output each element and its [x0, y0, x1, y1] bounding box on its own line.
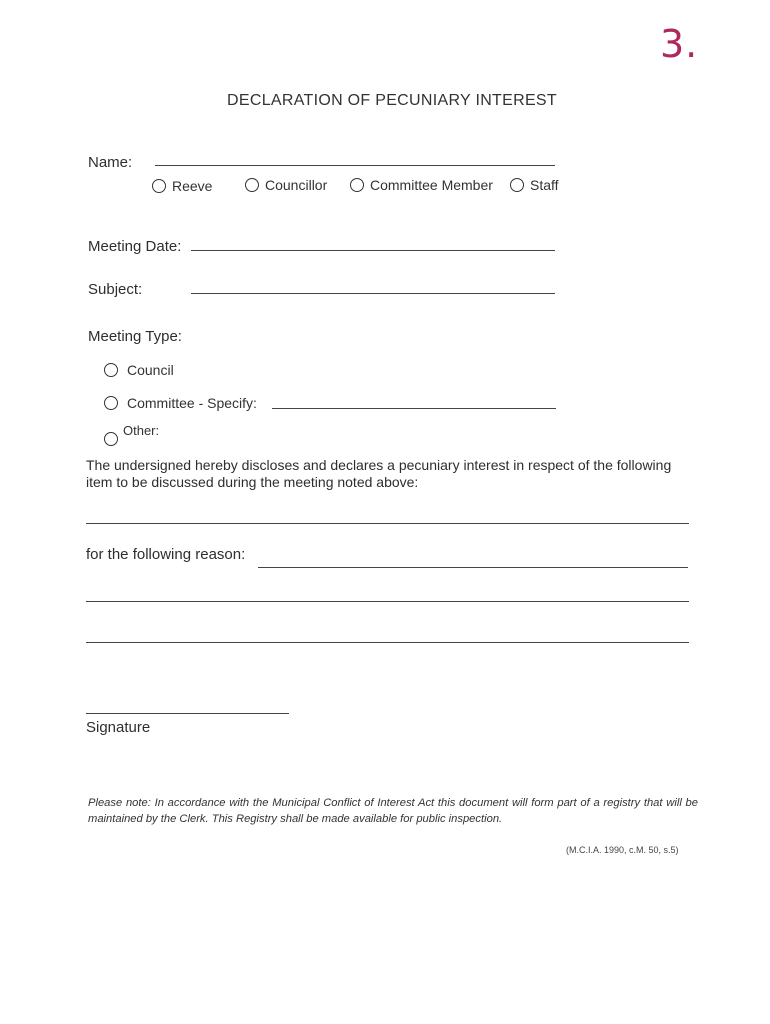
reason-label: for the following reason: [86, 546, 246, 563]
name-field[interactable] [155, 165, 555, 166]
role-option-committee-member[interactable] [350, 177, 493, 193]
meeting-type-label: Meeting Type: [88, 328, 182, 345]
other-label: Other: [123, 423, 160, 438]
signature-label: Signature [86, 719, 151, 736]
meeting-type-council[interactable] [104, 362, 174, 378]
reason-field-3[interactable] [86, 642, 689, 643]
form-title: DECLARATION OF PECUNIARY INTEREST [227, 92, 557, 109]
role-option-reeve[interactable] [152, 178, 212, 194]
page-number: 3. [660, 22, 699, 66]
committee-radio[interactable] [104, 396, 118, 410]
meeting-date-field[interactable] [191, 250, 555, 251]
reason-field-2[interactable] [86, 601, 689, 602]
name-label: Name: [88, 154, 133, 171]
council-radio[interactable] [104, 363, 118, 377]
item-field[interactable] [86, 523, 689, 524]
role-option-staff[interactable] [510, 177, 559, 193]
committee-specify-field[interactable] [272, 408, 556, 409]
staff-radio[interactable] [510, 178, 524, 192]
reeve-label: Reeve [172, 178, 213, 194]
councillor-radio[interactable] [245, 178, 259, 192]
committee-member-radio[interactable] [350, 178, 364, 192]
subject-field[interactable] [191, 293, 555, 294]
other-radio[interactable] [104, 432, 118, 446]
staff-label: Staff [530, 177, 559, 193]
committee-member-label: Committee Member [370, 177, 493, 193]
signature-field[interactable] [86, 713, 289, 714]
role-option-councillor[interactable] [245, 177, 327, 193]
council-label: Council [127, 362, 174, 378]
reeve-radio[interactable] [152, 179, 166, 193]
reason-field-1[interactable] [258, 567, 688, 568]
subject-label: Subject: [88, 281, 143, 298]
declaration-text: The undersigned hereby discloses and declares a pecuniary interest in respect of the following item to be discussed during the meeting noted above: [86, 457, 672, 490]
committee-label: Committee - Specify: [127, 395, 257, 411]
legal-citation: (M.C.I.A. 1990, c.M. 50, s.5) [566, 845, 679, 855]
councillor-label: Councillor [265, 177, 328, 193]
meeting-type-committee[interactable] [104, 395, 257, 411]
inspection-note: Please note: In accordance with the Municipal Conflict of Interest Act this document will form part of a registry that will be maintained by the Clerk. This Registry shall be made available for public inspection. [88, 797, 698, 825]
meeting-date-label: Meeting Date: [88, 238, 182, 255]
